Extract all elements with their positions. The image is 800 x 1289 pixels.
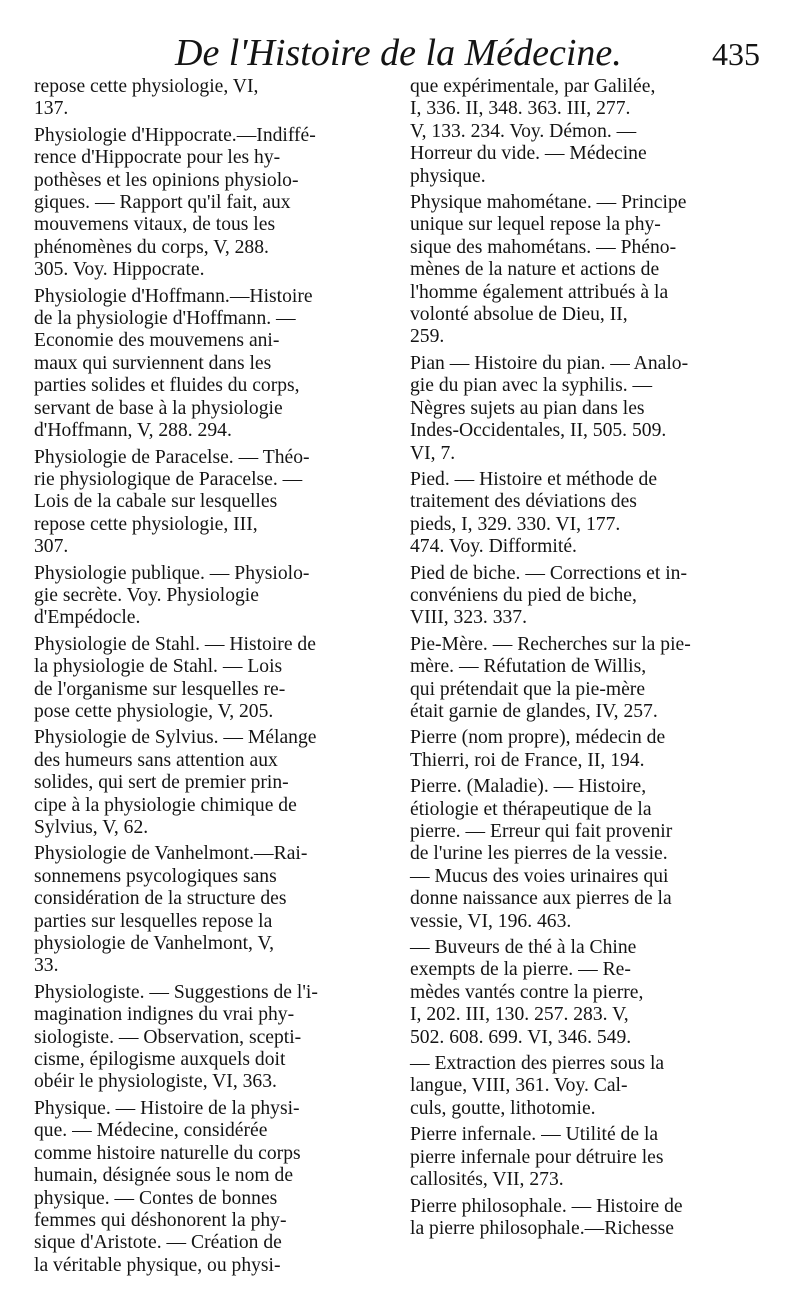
entry-line: sonnemens psycologiques sans [34,865,277,887]
entry-line: — Extraction des pierres sous la [410,1053,665,1075]
entry-line: pieds, I, 329. 330. VI, 177. [410,513,621,535]
entry-line: Pierre (nom propre), médecin de [410,727,666,749]
entry-line: maux qui surviennent dans les [34,352,272,374]
entry-line: d'Empédocle. [34,607,141,629]
entry-line: Pierre. (Maladie). — Histoire, [410,776,647,798]
entry-line: cisme, épilogisme auxquels doit [34,1049,286,1071]
entry-line: siologiste. — Observation, scepti- [34,1026,302,1048]
index-entry [410,192,762,349]
entry-line: physique. [410,165,486,187]
entry-line: solides, qui sert de premier prin- [34,772,289,794]
entry-line: Physiologiste. — Suggestions de l'i- [34,981,318,1003]
entry-line: que. — Médecine, considérée [34,1120,268,1142]
entry-line: callosités, VII, 273. [410,1169,564,1191]
index-entry [410,563,762,630]
entry-line: Pied de biche. — Corrections et in- [410,562,687,584]
entry-line: rie physiologique de Paracelse. — [34,468,303,490]
entry-line: exempts de la pierre. — Re- [410,959,631,981]
entry-line: convéniens du pied de biche, [410,584,637,606]
entry-line: gie secrète. Voy. Physiologie [34,584,259,606]
entry-line: culs, goutte, lithotomie. [410,1097,596,1119]
entry-line: Physique mahométane. — Principe [410,192,687,214]
index-entry [410,1196,762,1241]
entry-line: 305. Voy. Hippocrate. [34,259,205,281]
entry-line: Pierre philosophale. — Histoire de [410,1195,683,1217]
entry-line: gie du pian avec la syphilis. — [410,375,653,397]
entry-line: Thierri, roi de France, II, 194. [410,749,645,771]
entry-line: de l'urine les pierres de la vessie. [410,843,668,865]
entry-line: Horreur du vide. — Médecine [410,143,647,165]
entry-line: pose cette physiologie, V, 205. [34,700,274,722]
entry-line: pothèses et les opinions physiolo- [34,169,299,191]
entry-line: Physiologie de Sylvius. — Mélange [34,727,317,749]
page-number: 435 [712,36,760,72]
entry-line: Pierre infernale. — Utilité de la [410,1124,659,1146]
entry-line: I, 336. II, 348. 363. III, 277. [410,98,631,120]
running-title: De l'Histoire de la Médecine. [175,32,622,74]
entry-line: Physiologie de Stahl. — Histoire de [34,633,316,655]
entry-line: rence d'Hippocrate pour les hy- [34,147,281,169]
entry-line: 259. [410,326,445,348]
page-header [0,30,800,76]
entry-line: magination indignes du vrai phy- [34,1004,295,1026]
entry-line: cipe à la physiologie chimique de [34,794,297,816]
entry-line: — Buveurs de thé à la Chine [410,937,637,959]
index-entry [410,937,762,1049]
entry-line: des humeurs sans attention aux [34,749,278,771]
entry-line: physiologie de Vanhelmont, V, [34,933,275,955]
index-entry [34,76,390,121]
entry-line: Physique. — Histoire de la physi- [34,1097,300,1119]
entry-line: de la physiologie d'Hoffmann. — [34,308,296,330]
entry-line: Pie-Mère. — Recherches sur la pie- [410,633,691,655]
index-entry [34,843,390,977]
index-entry [410,469,762,559]
entry-line: femmes qui déshonorent la phy- [34,1209,287,1231]
entry-line: parties solides et fluides du corps, [34,375,300,397]
entry-line: Physiologie de Vanhelmont.—Rai- [34,843,308,865]
entry-line: mèdes vantés contre la pierre, [410,981,644,1003]
entry-line: 502. 608. 699. VI, 346. 549. [410,1026,632,1048]
entry-line: parties sur lesquelles repose la [34,910,273,932]
entry-line: 137. [34,98,69,120]
right-column [410,76,762,1244]
entry-line: volonté absolue de Dieu, II, [410,304,628,326]
entry-line: pierre infernale pour détruire les [410,1146,664,1168]
entry-line: Pian — Histoire du pian. — Analo- [410,352,689,374]
entry-line: langue, VIII, 361. Voy. Cal- [410,1075,628,1097]
index-entry [34,634,390,724]
entry-line: Pied. — Histoire et méthode de [410,468,658,490]
entry-line: pierre. — Erreur qui fait provenir [410,821,673,842]
entry-line: de l'organisme sur lesquelles re- [34,678,286,700]
entry-line: d'Hoffmann, V, 288. 294. [34,420,232,442]
entry-line: la physiologie de Stahl. — Lois [34,656,283,678]
entry-line: mènes de la nature et actions de [410,259,660,281]
index-entry [34,1098,390,1277]
entry-line: phénomènes du corps, V, 288. [34,236,269,258]
entry-line: VIII, 323. 337. [410,607,527,629]
entry-line: Nègres sujets au pian dans les [410,397,645,419]
index-entry [34,286,390,443]
entry-line: repose cette physiologie, VI, [34,76,259,97]
entry-line: la pierre philosophale.—Richesse [410,1217,674,1239]
entry-line: était garnie de glandes, IV, 257. [410,700,658,722]
entry-line: Lois de la cabale sur lesquelles [34,491,278,513]
index-entry [410,776,762,933]
entry-line: comme histoire naturelle du corps [34,1142,301,1164]
left-column [34,76,390,1281]
entry-line: mère. — Réfutation de Willis, [410,656,647,678]
entry-line: Sylvius, V, 62. [34,817,149,838]
entry-line: traitement des déviations des [410,491,637,513]
entry-line: l'homme également attribués à la [410,281,669,303]
entry-line: repose cette physiologie, III, [34,513,258,535]
entry-line: qui prétendait que la pie-mère [410,678,646,700]
entry-line: obéir le physiologiste, VI, 363. [34,1071,277,1093]
index-entry [410,76,762,188]
entry-line: Physiologie publique. — Physiolo- [34,562,310,584]
entry-line: unique sur lequel repose la phy- [410,214,661,236]
entry-line: vessie, VI, 196. 463. [410,910,572,932]
entry-line: étiologie et thérapeutique de la [410,798,652,820]
entry-line: servant de base à la physiologie [34,397,283,419]
entry-line: sique d'Aristote. — Création de [34,1232,282,1254]
entry-line: physique. — Contes de bonnes [34,1187,278,1209]
index-entry [410,727,762,772]
entry-line: que expérimentale, par Galilée, [410,76,656,97]
index-entry [34,727,390,839]
entry-line: mouvemens vitaux, de tous les [34,214,276,236]
index-entry [410,353,762,465]
entry-line: humain, désignée sous le nom de [34,1165,294,1187]
entry-line: Indes-Occidentales, II, 505. 509. [410,420,667,442]
entry-line: Physiologie de Paracelse. — Théo- [34,446,310,468]
entry-line: 474. Voy. Difformité. [410,536,577,558]
entry-line: considération de la structure des [34,888,287,910]
entry-line: Economie des mouvemens ani- [34,330,280,352]
entry-line: I, 202. III, 130. 257. 283. V, [410,1004,629,1026]
entry-line: sique des mahométans. — Phéno- [410,236,677,258]
entry-line: 307. [34,536,69,558]
index-entry [34,125,390,282]
index-entry [34,982,390,1094]
index-entry [34,563,390,630]
index-entry [34,447,390,559]
index-entry [410,634,762,724]
entry-line: giques. — Rapport qu'il fait, aux [34,192,291,214]
entry-line: la véritable physique, ou physi- [34,1254,281,1276]
entry-line: 33. [34,955,59,977]
entry-line: — Mucus des voies urinaires qui [410,865,669,887]
entry-line: VI, 7. [410,442,456,464]
entry-line: Physiologie d'Hippocrate.—Indiffé- [34,124,316,146]
index-entry [410,1053,762,1120]
entry-line: V, 133. 234. Voy. Démon. — [410,120,637,142]
index-entry [410,1124,762,1191]
entry-line: Physiologie d'Hoffmann.—Histoire [34,285,313,307]
entry-line: donne naissance aux pierres de la [410,888,672,910]
